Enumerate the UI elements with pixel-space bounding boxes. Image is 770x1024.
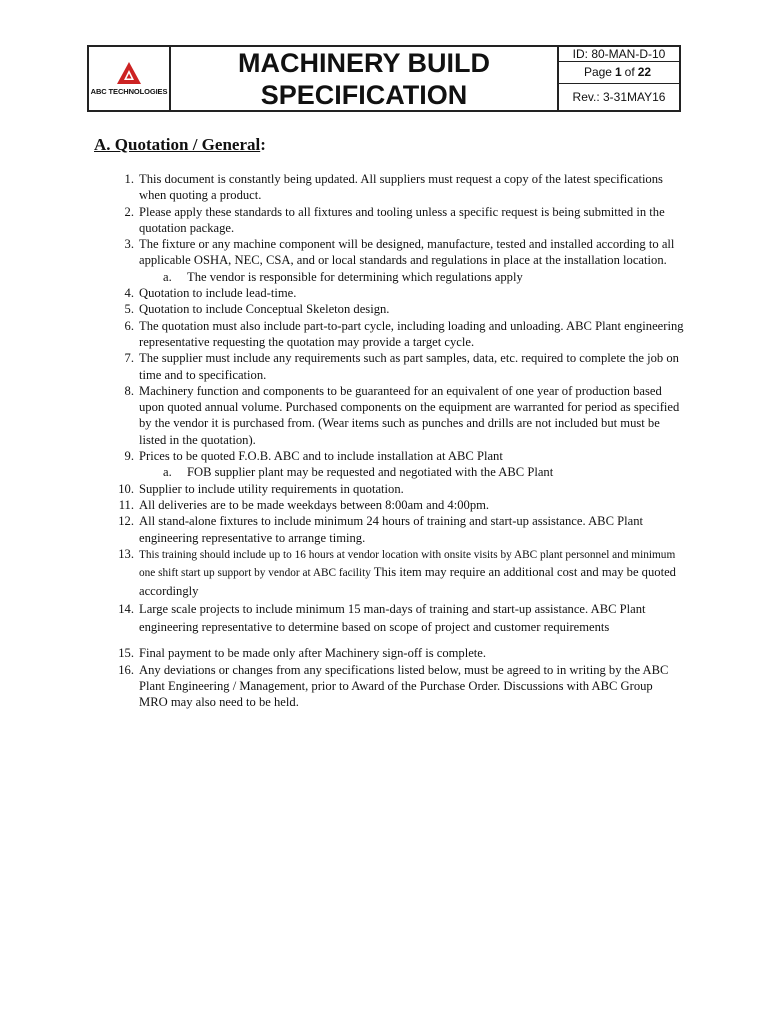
section-heading: [94, 135, 266, 155]
item-number: 6.: [124, 318, 134, 333]
item-text: This document is constantly being updated. All suppliers must request a copy of the latest specifications when quoting a product.: [139, 172, 663, 203]
page-current: 1: [614, 65, 622, 80]
item-number: 2.: [124, 204, 134, 219]
list-item: [104, 171, 684, 204]
sub-item: [163, 464, 684, 480]
list-item: [104, 204, 684, 237]
requirements-list: [104, 171, 684, 711]
item-text: Quotation to include Conceptual Skeleton design.: [139, 302, 390, 317]
list-item: [104, 645, 684, 661]
list-item: [104, 285, 684, 301]
sub-item-text: The vendor is responsible for determining which regulations apply: [187, 269, 523, 284]
item-number: 10.: [118, 481, 134, 496]
item-text: All stand-alone fixtures to include minimum 24 hours of training and start-up assistance. ABC Plant engineering representative to arrange timing.: [139, 514, 644, 545]
list-item: [104, 513, 684, 546]
page-of: of: [624, 65, 635, 80]
item-number: 9.: [124, 449, 134, 464]
item-number: 15.: [118, 646, 134, 661]
list-item: [104, 350, 684, 383]
item-text: Supplier to include utility requirements in quotation.: [139, 481, 404, 496]
page-total: 22: [637, 65, 652, 80]
sub-item-letter: a.: [163, 465, 172, 480]
item-number: 5.: [124, 302, 134, 317]
list-item: [104, 497, 684, 513]
item-text: Quotation to include lead-time.: [139, 286, 297, 301]
item-number: 16.: [118, 662, 134, 677]
item-text: All deliveries are to be made weekdays between 8:00am and 4:00pm.: [139, 497, 490, 512]
item-number: 1.: [124, 172, 134, 186]
list-item: [104, 301, 684, 317]
title-line-1: MACHINERY BUILD: [237, 47, 490, 78]
list-item: [104, 662, 684, 711]
item-text: Prices to be quoted F.O.B. ABC and to include installation at ABC Plant: [139, 449, 503, 464]
list-item: [104, 546, 684, 601]
list-item: [104, 383, 684, 448]
sub-item-letter: a.: [163, 269, 172, 284]
revision: Rev.: 3-31MAY16: [572, 89, 666, 104]
section-colon: :: [260, 135, 266, 154]
item-text: Final payment to be made only after Machinery sign-off is complete.: [139, 646, 487, 661]
logo-text: ABC TECHNOLOGIES: [90, 87, 168, 96]
company-logo: [89, 47, 171, 110]
item-number: 11.: [118, 497, 134, 512]
page-prefix: Page: [583, 65, 612, 80]
item-number: 8.: [124, 383, 134, 398]
sub-item-text: FOB supplier plant may be requested and negotiated with the ABC Plant: [187, 465, 554, 480]
document-info: [559, 47, 679, 110]
item-text-small: This training should include up to 16 hours at vendor location with onsite visits by ABC plant personnel and minimum one shift start up support by vendor at ABC facility: [139, 548, 676, 580]
item-text: Please apply these standards to all fixtures and tooling unless a specific request is being submitted in the quotation package.: [139, 204, 665, 235]
item-number: 7.: [124, 351, 134, 366]
logo-triangle-icon: [116, 61, 142, 85]
list-item: [104, 318, 684, 351]
item-number: 14.: [118, 602, 134, 617]
item-number: 3.: [124, 237, 134, 252]
page-indicator: [559, 62, 679, 84]
item-text: Large scale projects to include minimum 15 man-days of training and start-up assistance. ABC Plant engineering representative to determine based on scope of project and customer requirements: [139, 602, 646, 635]
item-text: Any deviations or changes from any specifications listed below, must be agreed to in writing by the ABC Plant Engineering / Management, prior to Award of the Purchase Order. Discussions with ABC Group MRO may also need to be held.: [139, 662, 669, 710]
list-item: [104, 481, 684, 497]
list-item: [104, 236, 684, 285]
item-text: Machinery function and components to be guaranteed for an equivalent of one year of production based upon quoted annual volume. Purchased components on the equipment are warranted for period as specified by the vendor it is purchased from. (Wear items such as punches and drills are not included but must be listed in the quotation).: [139, 383, 680, 447]
item-number: 12.: [118, 514, 134, 529]
title-line-2: SPECIFICATION: [260, 79, 468, 110]
document-header: [87, 45, 681, 112]
sub-item: [163, 269, 684, 285]
item-text: The quotation must also include part-to-part cycle, including loading and unloading. ABC Plant engineering representative requesting the quotation may provide a target cycle.: [139, 318, 684, 349]
section-title: A. Quotation / General: [94, 135, 261, 154]
list-item: [104, 448, 684, 481]
item-number: 4.: [124, 286, 134, 301]
list-item: [104, 600, 684, 636]
document-id: ID: 80-MAN-D-10: [559, 47, 679, 62]
document-title: [171, 47, 559, 110]
item-number: 13.: [118, 546, 134, 561]
item-text: This item may require an additional cost and may be quoted accordingly: [139, 565, 676, 598]
item-text: The supplier must include any requirements such as part samples, data, etc. required to complete the job on time and to specification.: [139, 351, 679, 382]
item-text: The fixture or any machine component will be designed, manufacture, tested and installed according to all applicable OSHA, NEC, CSA, and or local standards and regulations in place at the installation location.: [139, 237, 675, 268]
